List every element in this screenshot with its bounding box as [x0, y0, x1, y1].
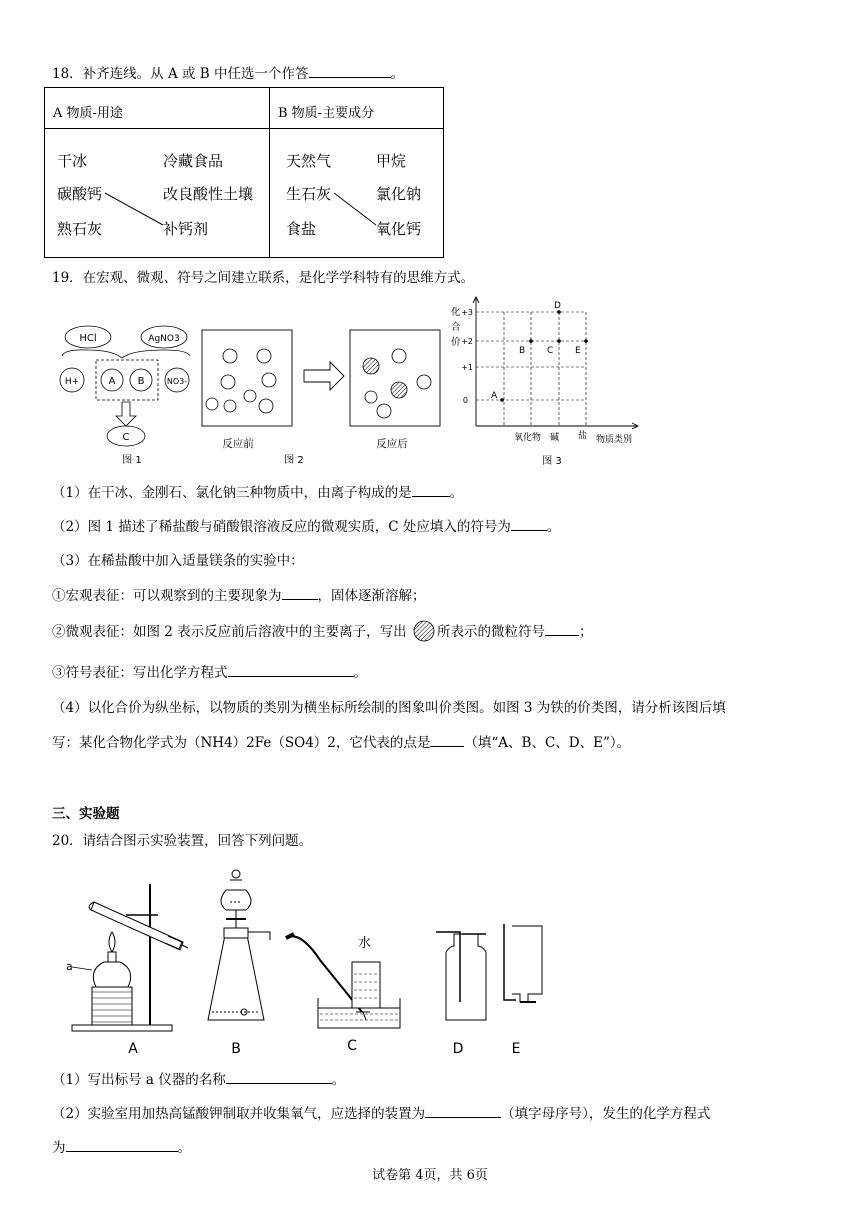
- q19-part-3a: [52, 584, 426, 604]
- q19-p3a-end: ，固体逐渐溶解；: [317, 588, 426, 604]
- q20-apparatus-figure: [58, 862, 558, 1062]
- q19-figure-2: [196, 322, 466, 472]
- q18-stem-end: 。: [390, 66, 405, 82]
- fig2-before: 反应前: [222, 438, 254, 450]
- q19-p2-text: （2）图 1 描述了稀盐酸与硝酸银溶液反应的微观实质，C 处应填入的符号为: [52, 519, 511, 535]
- fig3-point-a: A: [491, 391, 498, 401]
- fig1-hcl: HCl: [79, 333, 97, 344]
- q19-p3a-blank[interactable]: [282, 598, 318, 600]
- q19-part-3b: [52, 620, 592, 642]
- q18-b-left-1: 天然气: [286, 152, 332, 170]
- fig2-caption: 图 2: [284, 455, 304, 466]
- fig3-xlabel: 物质类别: [596, 435, 633, 445]
- q19-part-3: （3）在稀盐酸中加入适量镁条的实验中：: [52, 553, 304, 569]
- apparatus-label-c: C: [347, 1038, 357, 1054]
- q19-part-2: [52, 515, 560, 535]
- q18-b-left-3: 食盐: [286, 220, 317, 238]
- fig1-agno3: AgNO3: [148, 334, 180, 344]
- fig3-ytick-1: +3: [461, 308, 473, 317]
- q18-b-right-2: 氯化钠: [376, 185, 422, 203]
- q19-stem: 19．在宏观、微观、符号之间建立联系，是化学学科特有的思维方式。: [52, 270, 475, 286]
- q20-p2-blank-1[interactable]: [425, 1116, 501, 1118]
- fig3-ytick-4: 0: [462, 396, 468, 405]
- apparatus-e: [504, 924, 542, 1002]
- q20-p1-text: （1）写出标号 a 仪器的名称: [52, 1072, 226, 1088]
- q19-p3c-end: 。: [353, 665, 367, 681]
- fig3-ylabel-2: 合: [451, 322, 461, 333]
- q19-p3c-text: ③符号表征：写出化学方程式: [52, 665, 228, 681]
- q20-stem: 20．请结合图示实验装置，回答下列问题。: [52, 833, 313, 849]
- q18-b-connect-line: [270, 129, 446, 257]
- q20-p1-blank[interactable]: [226, 1082, 332, 1084]
- q18-stem-text: 18．补齐连线。从 A 或 B 中任选一个作答: [52, 66, 309, 82]
- q18-b-left-2: 生石灰: [286, 185, 332, 203]
- apparatus-c-water: 水: [358, 936, 372, 951]
- fig1-c: C: [122, 432, 130, 443]
- q19-p2-blank[interactable]: [511, 529, 547, 531]
- q20-part-2: [52, 1102, 710, 1122]
- q20-part-2b: [52, 1136, 191, 1156]
- q18-b-body: [270, 128, 443, 257]
- q18-b-right-3: 氧化钙: [376, 220, 422, 238]
- q18-a-connect-line: [45, 129, 269, 257]
- q19-p2-end: 。: [546, 519, 561, 535]
- fig1-no3-ion: NO3-: [166, 377, 188, 386]
- fig3-ylabel-3: 价: [451, 337, 461, 348]
- q19-p3b-end: ；: [578, 624, 593, 640]
- apparatus-label-e: E: [511, 1041, 521, 1057]
- apparatus-label-a: A: [128, 1041, 138, 1057]
- q19-part-4a: （4）以化合价为纵坐标，以物质的类别为横坐标所绘制的图象叫价类图。如图 3 为铁的价类图，请分析该图后填: [52, 700, 726, 716]
- fig1-caption: 图 1: [122, 455, 142, 466]
- fig3-point-d: D: [554, 301, 561, 311]
- fig1-a: A: [108, 376, 116, 387]
- q19-part-1: [52, 481, 463, 501]
- q19-p1-text: （1）在干冰、金刚石、氯化钠三种物质中，由离子构成的是: [52, 485, 412, 501]
- fig3-point-e: E: [575, 346, 581, 356]
- q19-p4b-blank[interactable]: [430, 745, 464, 747]
- q20-p2-text: （2）实验室用加热高锰酸钾制取并收集氧气，应选择的装置为: [52, 1106, 426, 1122]
- fig1-h-ion: H+: [64, 377, 80, 387]
- q19-p3b-mid: 所表示的微粒符号: [436, 624, 545, 640]
- q19-p4b-text: 写：某化合物化学式为（NH4）2Fe（SO4）2，它代表的点是: [52, 735, 431, 751]
- fig3-ytick-3: +1: [461, 363, 473, 372]
- apparatus-c: [286, 934, 400, 1028]
- fig3-point-c: C: [547, 346, 554, 356]
- q19-p4b-end: （填“A、B、C、D、E”）。: [464, 735, 631, 751]
- q18-a-left-2: 碳酸钙: [57, 185, 103, 203]
- fig3-xcat-base: 碱: [550, 433, 560, 443]
- q19-p1-end: 。: [449, 485, 464, 501]
- q19-figure-3: [446, 296, 646, 471]
- q18-a-right-2: 改良酸性土壤: [163, 185, 254, 203]
- apparatus-a-mark: a: [66, 960, 73, 973]
- q20-p2-mid: （填字母序号），发生的化学方程式: [501, 1106, 711, 1122]
- q20-part-1: [52, 1068, 345, 1088]
- q19-p3b-text: ②微观表征：如图 2 表示反应前后溶液中的主要离子，写出: [52, 624, 407, 640]
- q20-p2-blank-2[interactable]: [66, 1150, 178, 1152]
- fig3-point-b: B: [519, 346, 526, 356]
- q18-b-right-1: 甲烷: [376, 152, 407, 170]
- page-footer: 试卷第 4页，共 6页: [372, 1168, 488, 1183]
- apparatus-d: [436, 932, 486, 1020]
- section-3-title: 三、实验题: [52, 806, 120, 822]
- q19-p3a-text: ①宏观表征：可以观察到的主要现象为: [52, 588, 282, 604]
- fig3-caption: 图 3: [542, 456, 562, 467]
- q18-a-right-3: 补钙剂: [163, 220, 209, 238]
- q18-blank[interactable]: [309, 76, 391, 78]
- apparatus-a: [72, 884, 188, 1031]
- apparatus-b: [208, 870, 270, 1020]
- q18-matching-table: [44, 87, 444, 258]
- q19-part-4b: [52, 731, 630, 751]
- q18-a-body: [45, 128, 269, 257]
- q18-stem: [52, 62, 404, 82]
- q18-a-header: A 物质-用途: [53, 106, 123, 121]
- fig3-xcat-salt: 盐: [578, 431, 588, 441]
- apparatus-label-d: D: [452, 1041, 464, 1057]
- q18-a-left-3: 熟石灰: [57, 220, 103, 238]
- q19-p1-blank[interactable]: [412, 495, 450, 497]
- q19-p3c-blank[interactable]: [228, 675, 354, 677]
- fig3-ylabel-1: 化: [451, 307, 461, 318]
- q20-p2b-text: 为: [52, 1140, 66, 1156]
- q18-b-header: B 物质-主要成分: [278, 106, 375, 121]
- q20-p1-end: 。: [331, 1072, 346, 1088]
- q19-figure-1: [50, 322, 200, 472]
- q18-a-left-1: 干冰: [57, 152, 88, 170]
- q19-part-3c: [52, 661, 367, 681]
- apparatus-label-b: B: [231, 1041, 241, 1057]
- q19-p3b-blank[interactable]: [545, 634, 579, 636]
- q18-a-right-1: 冷藏食品: [163, 152, 224, 170]
- q20-p2b-end: 。: [177, 1140, 191, 1156]
- fig3-ytick-2: +2: [461, 337, 473, 346]
- fig3-xcat-oxide: 氧化物: [514, 433, 542, 443]
- fig2-after: 反应后: [376, 438, 408, 450]
- fig1-b: B: [137, 376, 145, 387]
- hatched-particle-icon: [411, 620, 437, 642]
